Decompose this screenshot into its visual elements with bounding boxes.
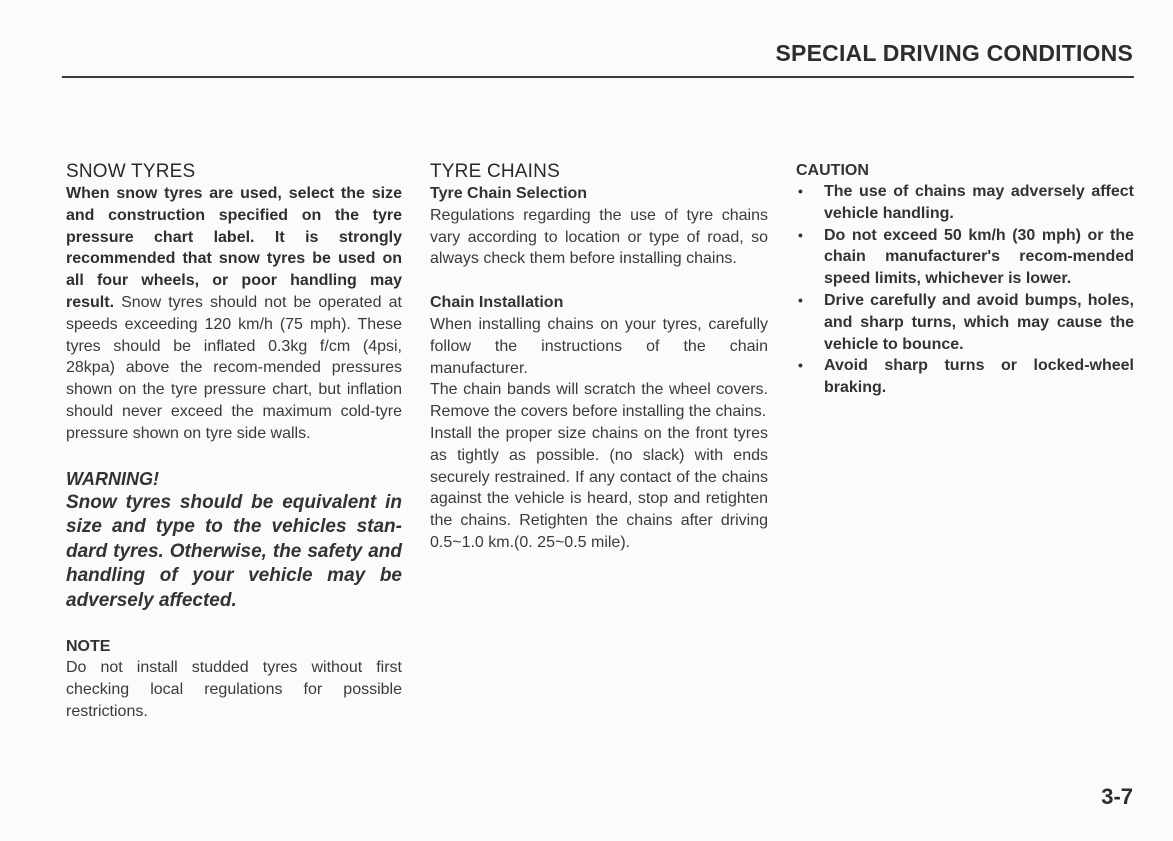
column-tyre-chains (430, 161, 768, 554)
snow-tyres-bold-text: When snow tyres are used, select the size and construction specified on the tyre pressure chart label. It is strongly recommended that snow tyres be used on all four wheels, or poor handling may result. (66, 185, 402, 311)
caution-item: • Avoid sharp turns or locked-wheel braking. (796, 355, 1134, 399)
warning-title: WARNING! (66, 468, 159, 489)
caution-item: • Do not exceed 50 km/h (30 mph) or the chain manufacturer's recom-mended speed limits, whichever is lower. (796, 225, 1134, 290)
section-title: SPECIAL DRIVING CONDITIONS (775, 40, 1133, 66)
snow-tyres-body: Snow tyres should not be operated at speeds exceeding 120 km/h (75 mph). These tyres should be inflated 0.3kg f/cm (4psi, 28kpa) above the recom-mended pressures shown on the tyre pressure chart, but inflation should never exceed the maximum cold-tyre pressure shown on tyre side walls. (66, 293, 402, 442)
snow-tyres-paragraph (66, 183, 402, 445)
chain-installation-title: Chain Installation (430, 294, 564, 312)
chain-selection-title: Tyre Chain Selection (430, 185, 588, 202)
header-rule (62, 76, 1134, 78)
chain-installation-p2: The chain bands will scratch the wheel covers. Remove the covers before installing the chains. (430, 381, 768, 421)
note-text: Do not install studded tyres without first checking local regulations for possible restrictions. (66, 659, 402, 720)
column-caution (796, 161, 1134, 399)
caution-item: • Drive carefully and avoid bumps, holes, and sharp turns, which may cause the vehicle to bounce. (796, 290, 1134, 355)
caution-list (796, 181, 1134, 399)
chain-selection-text: Regulations regarding the use of tyre chains vary according to location or type of road, so always check them before installing chains. (430, 206, 768, 268)
caution-title: CAUTION (796, 162, 869, 179)
snow-tyres-heading: SNOW TYRES (66, 161, 196, 182)
tyre-chains-heading: TYRE CHAINS (430, 161, 560, 182)
chain-installation-p1: When installing chains on your tyres, carefully follow the instructions of the chain manufacturer. (430, 315, 768, 377)
caution-item: • The use of chains may adversely affect vehicle handling. (796, 181, 1134, 225)
warning-text: Snow tyres should be equivalent in size and type to the vehicles stan-dard tyres. Otherwise, the safety and handling of your vehicle may be adversely affected. (66, 491, 402, 611)
note-title: NOTE (66, 637, 111, 655)
page-number: 3-7 (1101, 784, 1133, 809)
chain-installation-p3: Install the proper size chains on the front tyres as tightly as possible. (no slack) with ends securely restrained. If any contact of the chains against the vehicle is heard, stop and retighten the chains. Retighten the chains after driving 0.5~1.0 km.(0. 25~0.5 mile). (430, 424, 768, 551)
column-snow-tyres (66, 161, 402, 723)
